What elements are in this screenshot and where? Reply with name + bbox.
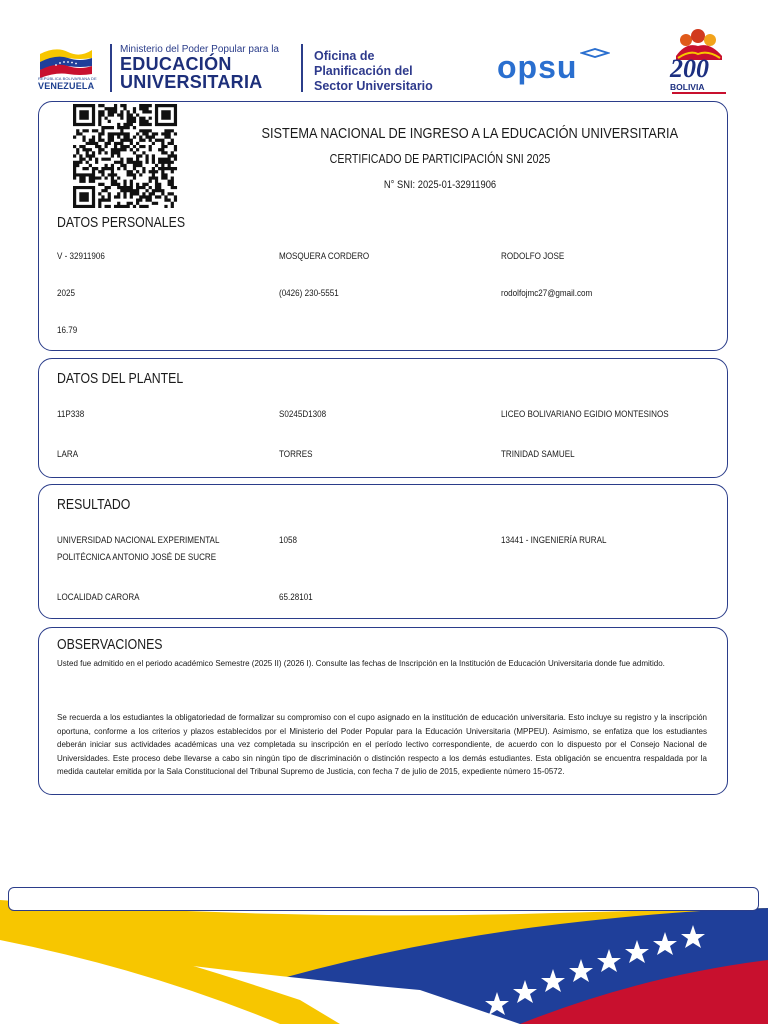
- flag-caption: VENEZUELA: [38, 81, 95, 91]
- oficina-line: Oficina de: [314, 49, 375, 63]
- email-value: rodolfojmc27@gmail.com: [501, 288, 593, 299]
- section-heading-observaciones: OBSERVACIONES: [57, 636, 163, 653]
- opsu-logo: opsu: [497, 49, 578, 85]
- plantel-nombre-value: LICEO BOLIVARIANO EGIDIO MONTESINOS: [501, 409, 669, 420]
- graduation-cap-icon: [580, 48, 610, 60]
- observaciones-paragraph: [57, 711, 707, 779]
- certificate-title: [261, 125, 679, 142]
- flag-caption-small: REPÚBLICA BOLIVARIANA DE: [38, 76, 97, 81]
- institucion-value: UNIVERSIDAD NACIONAL EXPERIMENTAL POLITÉCNICA ANTONIO JOSÉ DE SUCRE: [57, 535, 220, 563]
- qr-modules: [73, 104, 177, 208]
- header-separator: [110, 44, 112, 92]
- localidad-value: LOCALIDAD CARORA: [57, 592, 140, 603]
- bicentenario-number: 200: [670, 54, 709, 83]
- nombres-value: RODOLFO JOSE: [501, 251, 565, 262]
- section-heading-datos-personales: DATOS PERSONALES: [57, 214, 186, 231]
- oficina-name: [314, 49, 433, 94]
- codigo-institucion-value: 1058: [279, 535, 297, 546]
- bicentenario-country: BOLIVIA: [670, 82, 705, 92]
- sni-number-text: N° SNI: 2025-01-32911906: [383, 179, 497, 191]
- ministry-name-line2: UNIVERSITARIA: [120, 72, 263, 92]
- ministry-name-line1: EDUCACIÓN: [120, 54, 232, 74]
- plantel-estado-value: LARA: [57, 449, 79, 460]
- plantel-codigo-dea-value: S0245D1308: [279, 409, 327, 420]
- section-heading-resultado: RESULTADO: [57, 496, 131, 513]
- page-header: [0, 0, 768, 100]
- telefono-value: (0426) 230-5551: [279, 288, 339, 299]
- certificate-subtitle: [262, 152, 619, 166]
- indice-value: 16.79: [57, 325, 78, 336]
- section-heading-datos-plantel: DATOS DEL PLANTEL: [57, 370, 184, 387]
- plantel-codigo-value: 11P338: [57, 409, 85, 420]
- carrera-value: 13441 - INGENIERÍA RURAL: [501, 535, 607, 546]
- certificate-title-text: SISTEMA NACIONAL DE INGRESO A LA EDUCACIÓN UNIVERSITARIA: [261, 125, 679, 142]
- header-separator: [301, 44, 303, 92]
- oficina-line: Sector Universitario: [314, 79, 433, 93]
- year-value: 2025: [57, 288, 75, 299]
- cedula-value: V - 32911906: [57, 251, 105, 262]
- certificate-subtitle-text: CERTIFICADO DE PARTICIPACIÓN SNI 2025: [329, 152, 551, 166]
- puntaje-value: 65.28101: [279, 592, 313, 603]
- plantel-municipio-value: TORRES: [279, 449, 313, 460]
- apellidos-value: MOSQUERA CORDERO: [279, 251, 370, 262]
- plantel-parroquia-value: TRINIDAD SAMUEL: [501, 449, 575, 460]
- observaciones-admission-note: [57, 657, 707, 671]
- qr-code: [71, 104, 179, 208]
- observaciones-paragraph-text: Se recuerda a los estudiantes la obligatoriedad de formalizar su compromiso con el cupo asignado en la institución de educación universitaria. Esto incluye su registro y la inscripción oportuna, conforme a los criterios y plazos establecidos por el Ministerio del Poder Popular para la Educación Universitaria (MPPEU). Asimismo, se enfatiza que los estudiantes deberán iniciar sus actividades académicas una vez completada su inscripción en el período lectivo correspondiente, de acuerdo con lo dispuesto por el Consejo Nacional de Universidades. Este proceso debe llevarse a cabo sin ningún tipo de discriminación o distinción respecto a los demás estudiantes. Esta obligación se encuentra respaldada por la medida cautelar emitida por la Sala Constitucional del Tribunal Supremo de Justicia, con fecha 7 de julio de 2015, expediente número 15-0572.: [57, 713, 707, 777]
- footer-bar: [8, 887, 759, 911]
- observaciones-admission-text: Usted fue admitido en el periodo académico Semestre (2025 II) (2026 I). Consulte las fechas de Inscripción en la Institución de Educación Universitaria donde fue admitido.: [57, 659, 665, 668]
- ministry-line: Ministerio del Poder Popular para la: [120, 44, 279, 55]
- oficina-line: Planificación del: [314, 64, 413, 78]
- sni-number: [262, 179, 619, 191]
